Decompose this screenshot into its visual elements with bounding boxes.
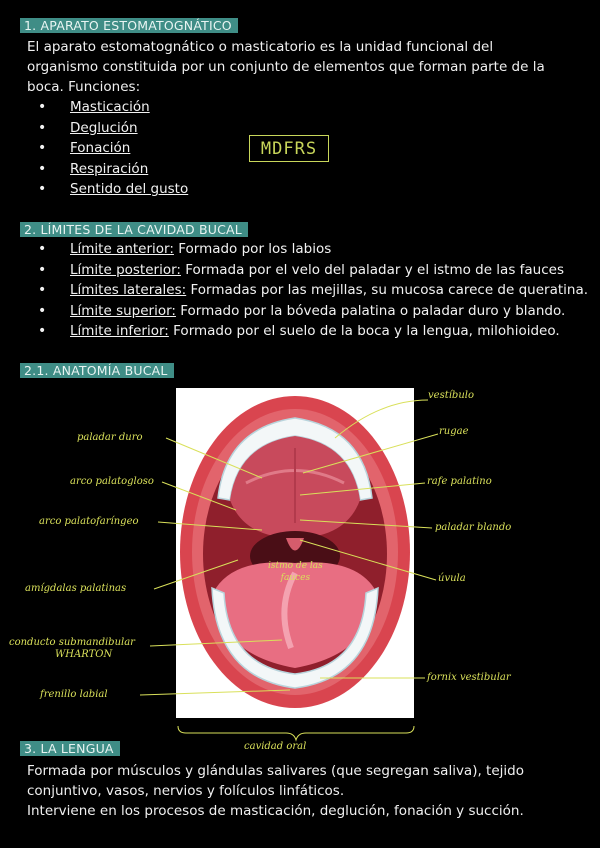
istmo-line: fauces <box>280 573 311 583</box>
label-wharton: WHARTON <box>55 649 113 660</box>
function-fonacion: Fonación <box>70 140 131 156</box>
label-cavidad-oral: cavidad oral <box>244 741 307 752</box>
limit-term: Límite inferior: <box>70 323 169 339</box>
function-masticacion: Masticación <box>70 99 150 115</box>
line-amigdalas <box>154 560 238 589</box>
line-paladar-blando <box>300 520 432 528</box>
limit-term: Límite posterior: <box>70 261 181 278</box>
section-3-text <box>27 761 524 821</box>
label-conducto: conducto submandibular <box>9 637 135 648</box>
function-respiracion: Respiración <box>70 160 149 177</box>
intro-line: organismo constituida por un conjunto de elementos que forman parte de la <box>27 59 545 75</box>
lengua-line: conjuntivo, vasos, nervios y folículos linfáticos. <box>27 783 345 799</box>
label-arco-palatogloso: arco palatogloso <box>70 476 154 487</box>
limit-desc: Formadas por las mejillas, su mucosa carece de queratina. <box>186 282 589 298</box>
label-rafe-palatino: rafe palatino <box>427 476 492 487</box>
label-frenillo: frenillo labial <box>40 689 108 700</box>
mdfrs-stamp: MDFRS <box>249 135 329 162</box>
label-paladar-blando: paladar blando <box>435 522 512 533</box>
section-3-heading: 3. LA LENGUA <box>20 741 120 756</box>
istmo-line: istmo de las <box>268 561 323 571</box>
limit-term: Límite superior: <box>70 302 176 319</box>
line-arco-palatofaringeo <box>158 522 262 530</box>
section-2-heading: 2. LÍMITES DE LA CAVIDAD BUCAL <box>20 222 248 237</box>
limit-desc: Formado por el suelo de la boca y la lengua, milohioideo. <box>168 323 560 339</box>
line-arco-palatogloso <box>162 482 236 510</box>
label-arco-palatofaringeo: arco palatofaríngeo <box>39 516 139 527</box>
line-conducto <box>150 640 282 646</box>
lengua-line: Interviene en los procesos de masticación, deglución, fonación y succión. <box>27 803 524 819</box>
label-rugae: rugae <box>439 426 469 437</box>
limit-term: Límites laterales: <box>70 282 187 298</box>
section-21-heading: 2.1. ANATOMÍA BUCAL <box>20 363 174 378</box>
intro-line: boca. Funciones: <box>27 79 141 95</box>
label-istmo <box>268 560 323 584</box>
line-rugae <box>303 434 438 473</box>
limit-desc: Formada por el velo del paladar y el istmo de las fauces <box>180 261 565 278</box>
section-1-heading: 1. APARATO ESTOMATOGNÁTICO <box>20 18 238 33</box>
label-vestibulo: vestíbulo <box>428 390 474 401</box>
label-paladar-duro: paladar duro <box>77 432 143 443</box>
label-fornix: fornix vestibular <box>427 672 511 683</box>
line-rafe <box>300 483 425 495</box>
limit-desc: Formado por los labios <box>173 241 332 257</box>
function-gusto: Sentido del gusto <box>70 181 189 197</box>
brace-cavidad-oral <box>178 726 414 740</box>
lengua-line: Formada por músculos y glándulas salivares (que segregan saliva), tejido <box>27 763 524 779</box>
line-vestibulo <box>335 400 428 438</box>
intro-line: El aparato estomatognático o masticatorio es la unidad funcional del <box>27 39 494 55</box>
limit-desc: Formado por la bóveda palatina o paladar duro y blando. <box>175 302 566 319</box>
label-amigdalas: amígdalas palatinas <box>25 583 127 594</box>
label-uvula: úvula <box>438 573 466 584</box>
line-paladar-duro <box>166 438 262 478</box>
limit-term: Límite anterior: <box>70 241 174 257</box>
function-deglucion: Deglución <box>70 119 138 136</box>
line-frenillo <box>140 690 290 695</box>
